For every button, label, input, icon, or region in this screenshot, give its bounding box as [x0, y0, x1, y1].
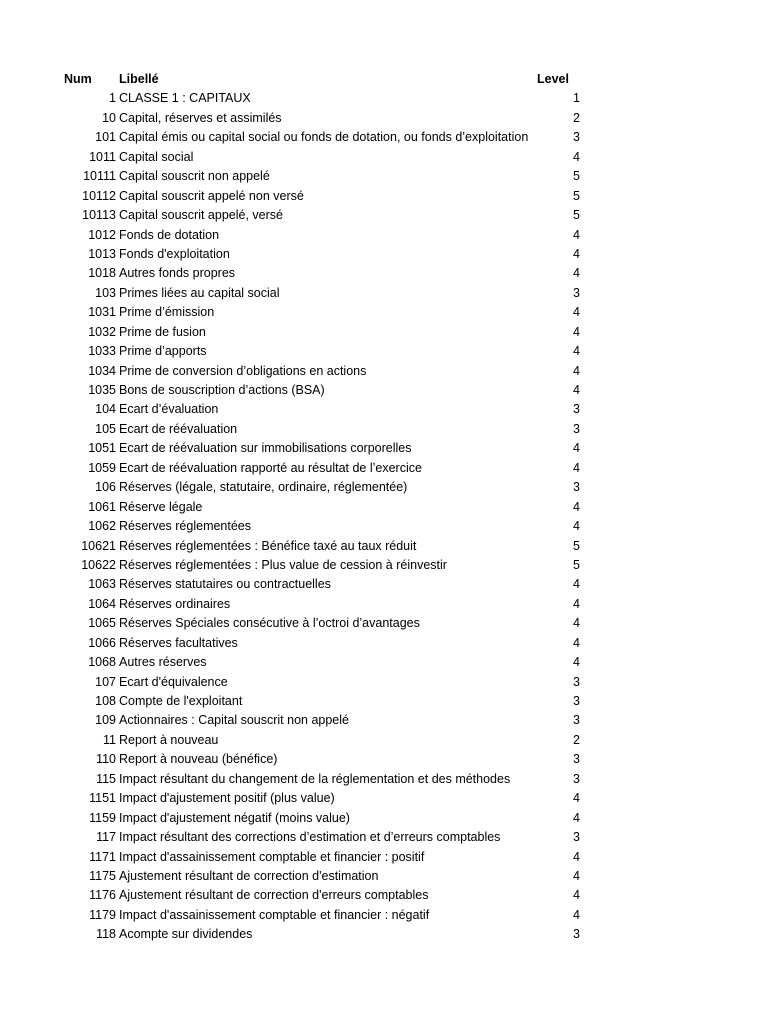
account-label: Ecart de réévaluation rapporté au résultat de l’exercice	[119, 460, 422, 475]
header-num: Num	[64, 72, 92, 86]
account-label: Impact d'assainissement comptable et financier : positif	[119, 849, 425, 864]
account-level: 5	[573, 557, 580, 572]
account-label: Compte de l'exploitant	[119, 694, 243, 708]
table-row	[0, 595, 768, 614]
account-label: Capital souscrit non appelé	[119, 169, 270, 184]
account-label: Réserves ordinaires	[119, 596, 231, 611]
account-number: 104	[95, 402, 116, 417]
account-number: 1012	[88, 227, 116, 242]
account-level: 4	[573, 868, 580, 883]
account-label: Capital émis ou capital social ou fonds de dotation, ou fonds d’exploitation	[119, 130, 529, 145]
table-row	[0, 187, 768, 206]
table-row	[0, 226, 768, 245]
account-level: 4	[573, 810, 580, 825]
account-number: 1175	[89, 868, 116, 883]
account-level: 3	[573, 421, 580, 436]
account-level: 4	[573, 596, 580, 611]
account-level: 4	[573, 383, 580, 397]
account-level: 2	[573, 110, 580, 125]
account-label: Fonds de dotation	[119, 227, 220, 242]
account-label: Capital social	[119, 149, 194, 164]
account-number: 1018	[88, 266, 116, 281]
table-row	[0, 517, 768, 536]
account-number: 1179	[89, 907, 116, 922]
account-number: 105	[95, 421, 116, 436]
account-level: 4	[573, 324, 580, 339]
account-number: 103	[95, 285, 116, 300]
table-row	[0, 673, 768, 692]
account-number: 10621	[81, 538, 116, 553]
table-row	[0, 439, 768, 458]
account-level: 3	[573, 830, 580, 845]
table-row	[0, 634, 768, 653]
account-label: Acompte sur dividendes	[119, 927, 253, 942]
account-label: Réserves statutaires ou contractuelles	[119, 577, 331, 592]
account-level: 3	[573, 771, 580, 786]
account-number: 1013	[88, 246, 116, 261]
account-number: 1064	[88, 596, 116, 611]
table-row	[0, 478, 768, 497]
account-label: Capital, réserves et assimilés	[119, 110, 282, 125]
account-level: 5	[573, 538, 580, 553]
account-level: 3	[573, 674, 580, 689]
account-number: 107	[95, 674, 116, 689]
table-row	[0, 245, 768, 264]
account-number: 10622	[81, 557, 116, 572]
account-number: 115	[96, 771, 116, 786]
table-row	[0, 537, 768, 556]
account-level: 5	[573, 169, 580, 184]
account-level: 4	[573, 888, 580, 903]
account-number: 1051	[88, 441, 116, 456]
account-label: Ajustement résultant de correction d'erreurs comptables	[119, 888, 429, 903]
account-level: 3	[573, 130, 580, 145]
account-label: Prime de conversion d’obligations en actions	[119, 363, 367, 378]
account-label: Impact d'ajustement positif (plus value)	[119, 791, 335, 806]
account-label: Impact d'ajustement négatif (moins value)	[119, 810, 350, 825]
table-row	[0, 459, 768, 478]
account-level: 4	[573, 577, 580, 592]
table-row	[0, 809, 768, 828]
table-row	[0, 770, 768, 789]
account-number: 1032	[88, 324, 116, 339]
table-row	[0, 128, 768, 147]
account-level: 3	[573, 752, 580, 767]
account-number: 11	[103, 732, 116, 747]
account-number: 10112	[82, 188, 116, 203]
account-label: Réserves Spéciales consécutive à l’octroi d’avantages	[119, 616, 420, 631]
account-level: 3	[573, 480, 580, 495]
account-number: 10111	[83, 169, 116, 184]
table-header	[0, 70, 768, 89]
table-row	[0, 420, 768, 439]
table-row	[0, 556, 768, 575]
account-number: 110	[96, 752, 116, 767]
account-level: 1	[573, 91, 580, 106]
account-number: 1	[109, 91, 116, 106]
table-row	[0, 828, 768, 847]
account-label: Réserves réglementées : Bénéfice taxé au taux réduit	[119, 538, 417, 553]
table-row	[0, 692, 768, 711]
account-number: 1171	[89, 849, 116, 864]
account-label: Capital souscrit appelé non versé	[119, 188, 304, 203]
account-label: Ecart d'équivalence	[119, 674, 228, 689]
table-row	[0, 109, 768, 128]
account-label: Primes liées au capital social	[119, 285, 280, 300]
account-label: Prime d’émission	[119, 305, 215, 320]
accounts-table	[0, 70, 768, 945]
account-number: 1034	[88, 363, 116, 378]
account-number: 108	[95, 694, 116, 708]
header-label: Libellé	[119, 72, 159, 86]
account-label: Réserves réglementées	[119, 519, 252, 534]
account-number: 109	[95, 713, 116, 728]
account-level: 4	[573, 363, 580, 378]
account-number: 1065	[88, 616, 116, 631]
account-level: 4	[573, 849, 580, 864]
account-number: 1066	[88, 635, 116, 650]
account-number: 1031	[88, 305, 116, 320]
table-row	[0, 867, 768, 886]
account-level: 4	[573, 266, 580, 281]
table-row	[0, 750, 768, 769]
account-label: Prime de fusion	[119, 324, 206, 339]
table-row	[0, 400, 768, 419]
account-level: 4	[573, 655, 580, 670]
account-level: 3	[573, 402, 580, 417]
account-number: 101	[95, 130, 116, 145]
account-number: 1061	[88, 499, 116, 514]
account-label: Réserve légale	[119, 499, 203, 514]
account-label: Impact résultant du changement de la réglementation et des méthodes	[119, 771, 511, 786]
account-label: Réserves facultatives	[119, 635, 238, 650]
table-row	[0, 167, 768, 186]
account-number: 1059	[88, 460, 116, 475]
table-row	[0, 848, 768, 867]
account-label: Fonds d'exploitation	[119, 246, 230, 261]
account-label: Report à nouveau (bénéfice)	[119, 752, 278, 767]
account-number: 1062	[88, 519, 116, 534]
account-label: Autres fonds propres	[119, 266, 236, 281]
table-row	[0, 381, 768, 400]
table-row	[0, 303, 768, 322]
account-level: 3	[573, 713, 580, 728]
account-level: 4	[573, 344, 580, 359]
account-level: 4	[573, 227, 580, 242]
table-row	[0, 906, 768, 925]
account-number: 10	[102, 110, 116, 125]
table-row	[0, 264, 768, 283]
account-level: 4	[573, 246, 580, 261]
table-row	[0, 575, 768, 594]
account-number: 117	[96, 830, 116, 845]
table-row	[0, 498, 768, 517]
account-label: Ecart d’évaluation	[119, 402, 219, 417]
table-body	[0, 89, 768, 944]
table-row	[0, 206, 768, 225]
account-number: 1151	[89, 791, 116, 806]
account-label: Impact d'assainissement comptable et financier : négatif	[119, 907, 430, 922]
account-label: Prime d’apports	[119, 344, 207, 359]
account-number: 1035	[88, 383, 116, 397]
account-label: Réserves réglementées : Plus value de cession à réinvestir	[119, 557, 447, 572]
account-label: Actionnaires : Capital souscrit non appelé	[119, 713, 349, 728]
account-level: 4	[573, 499, 580, 514]
table-row	[0, 886, 768, 905]
account-level: 5	[573, 208, 580, 223]
account-label: Report à nouveau	[119, 732, 219, 747]
account-label: Réserves (légale, statutaire, ordinaire, réglementée)	[119, 480, 408, 495]
account-level: 4	[573, 907, 580, 922]
account-number: 1176	[89, 888, 116, 903]
table-row	[0, 925, 768, 944]
account-level: 3	[573, 694, 580, 708]
account-level: 4	[573, 441, 580, 456]
account-label: Impact résultant des corrections d’estimation et d’erreurs comptables	[119, 830, 501, 845]
account-level: 4	[573, 305, 580, 320]
table-row	[0, 789, 768, 808]
account-number: 1011	[89, 149, 116, 164]
account-label: Bons de souscription d’actions (BSA)	[119, 383, 325, 397]
account-label: Ecart de réévaluation	[119, 421, 238, 436]
account-number: 1033	[88, 344, 116, 359]
table-row	[0, 284, 768, 303]
account-level: 4	[573, 519, 580, 534]
account-level: 3	[573, 285, 580, 300]
account-label: Ecart de réévaluation sur immobilisations corporelles	[119, 441, 412, 456]
table-row	[0, 148, 768, 167]
header-level: Level	[537, 72, 569, 86]
account-number: 10113	[82, 208, 116, 223]
account-number: 1159	[89, 810, 116, 825]
account-number: 106	[95, 480, 116, 495]
account-level: 4	[573, 149, 580, 164]
account-number: 1068	[88, 655, 116, 670]
table-row	[0, 362, 768, 381]
table-row	[0, 89, 768, 108]
account-label: Autres réserves	[119, 655, 207, 670]
account-level: 4	[573, 460, 580, 475]
account-number: 1063	[88, 577, 116, 592]
account-level: 3	[573, 927, 580, 942]
account-level: 4	[573, 791, 580, 806]
account-level: 5	[573, 188, 580, 203]
table-row	[0, 342, 768, 361]
table-row	[0, 731, 768, 750]
table-row	[0, 323, 768, 342]
account-level: 4	[573, 616, 580, 631]
table-row	[0, 653, 768, 672]
account-label: CLASSE 1 : CAPITAUX	[119, 91, 251, 106]
account-level: 4	[573, 635, 580, 650]
table-row	[0, 614, 768, 633]
table-row	[0, 711, 768, 730]
account-label: Ajustement résultant de correction d'estimation	[119, 868, 379, 883]
account-level: 2	[573, 732, 580, 747]
account-label: Capital souscrit appelé, versé	[119, 208, 283, 223]
account-number: 118	[96, 927, 116, 942]
